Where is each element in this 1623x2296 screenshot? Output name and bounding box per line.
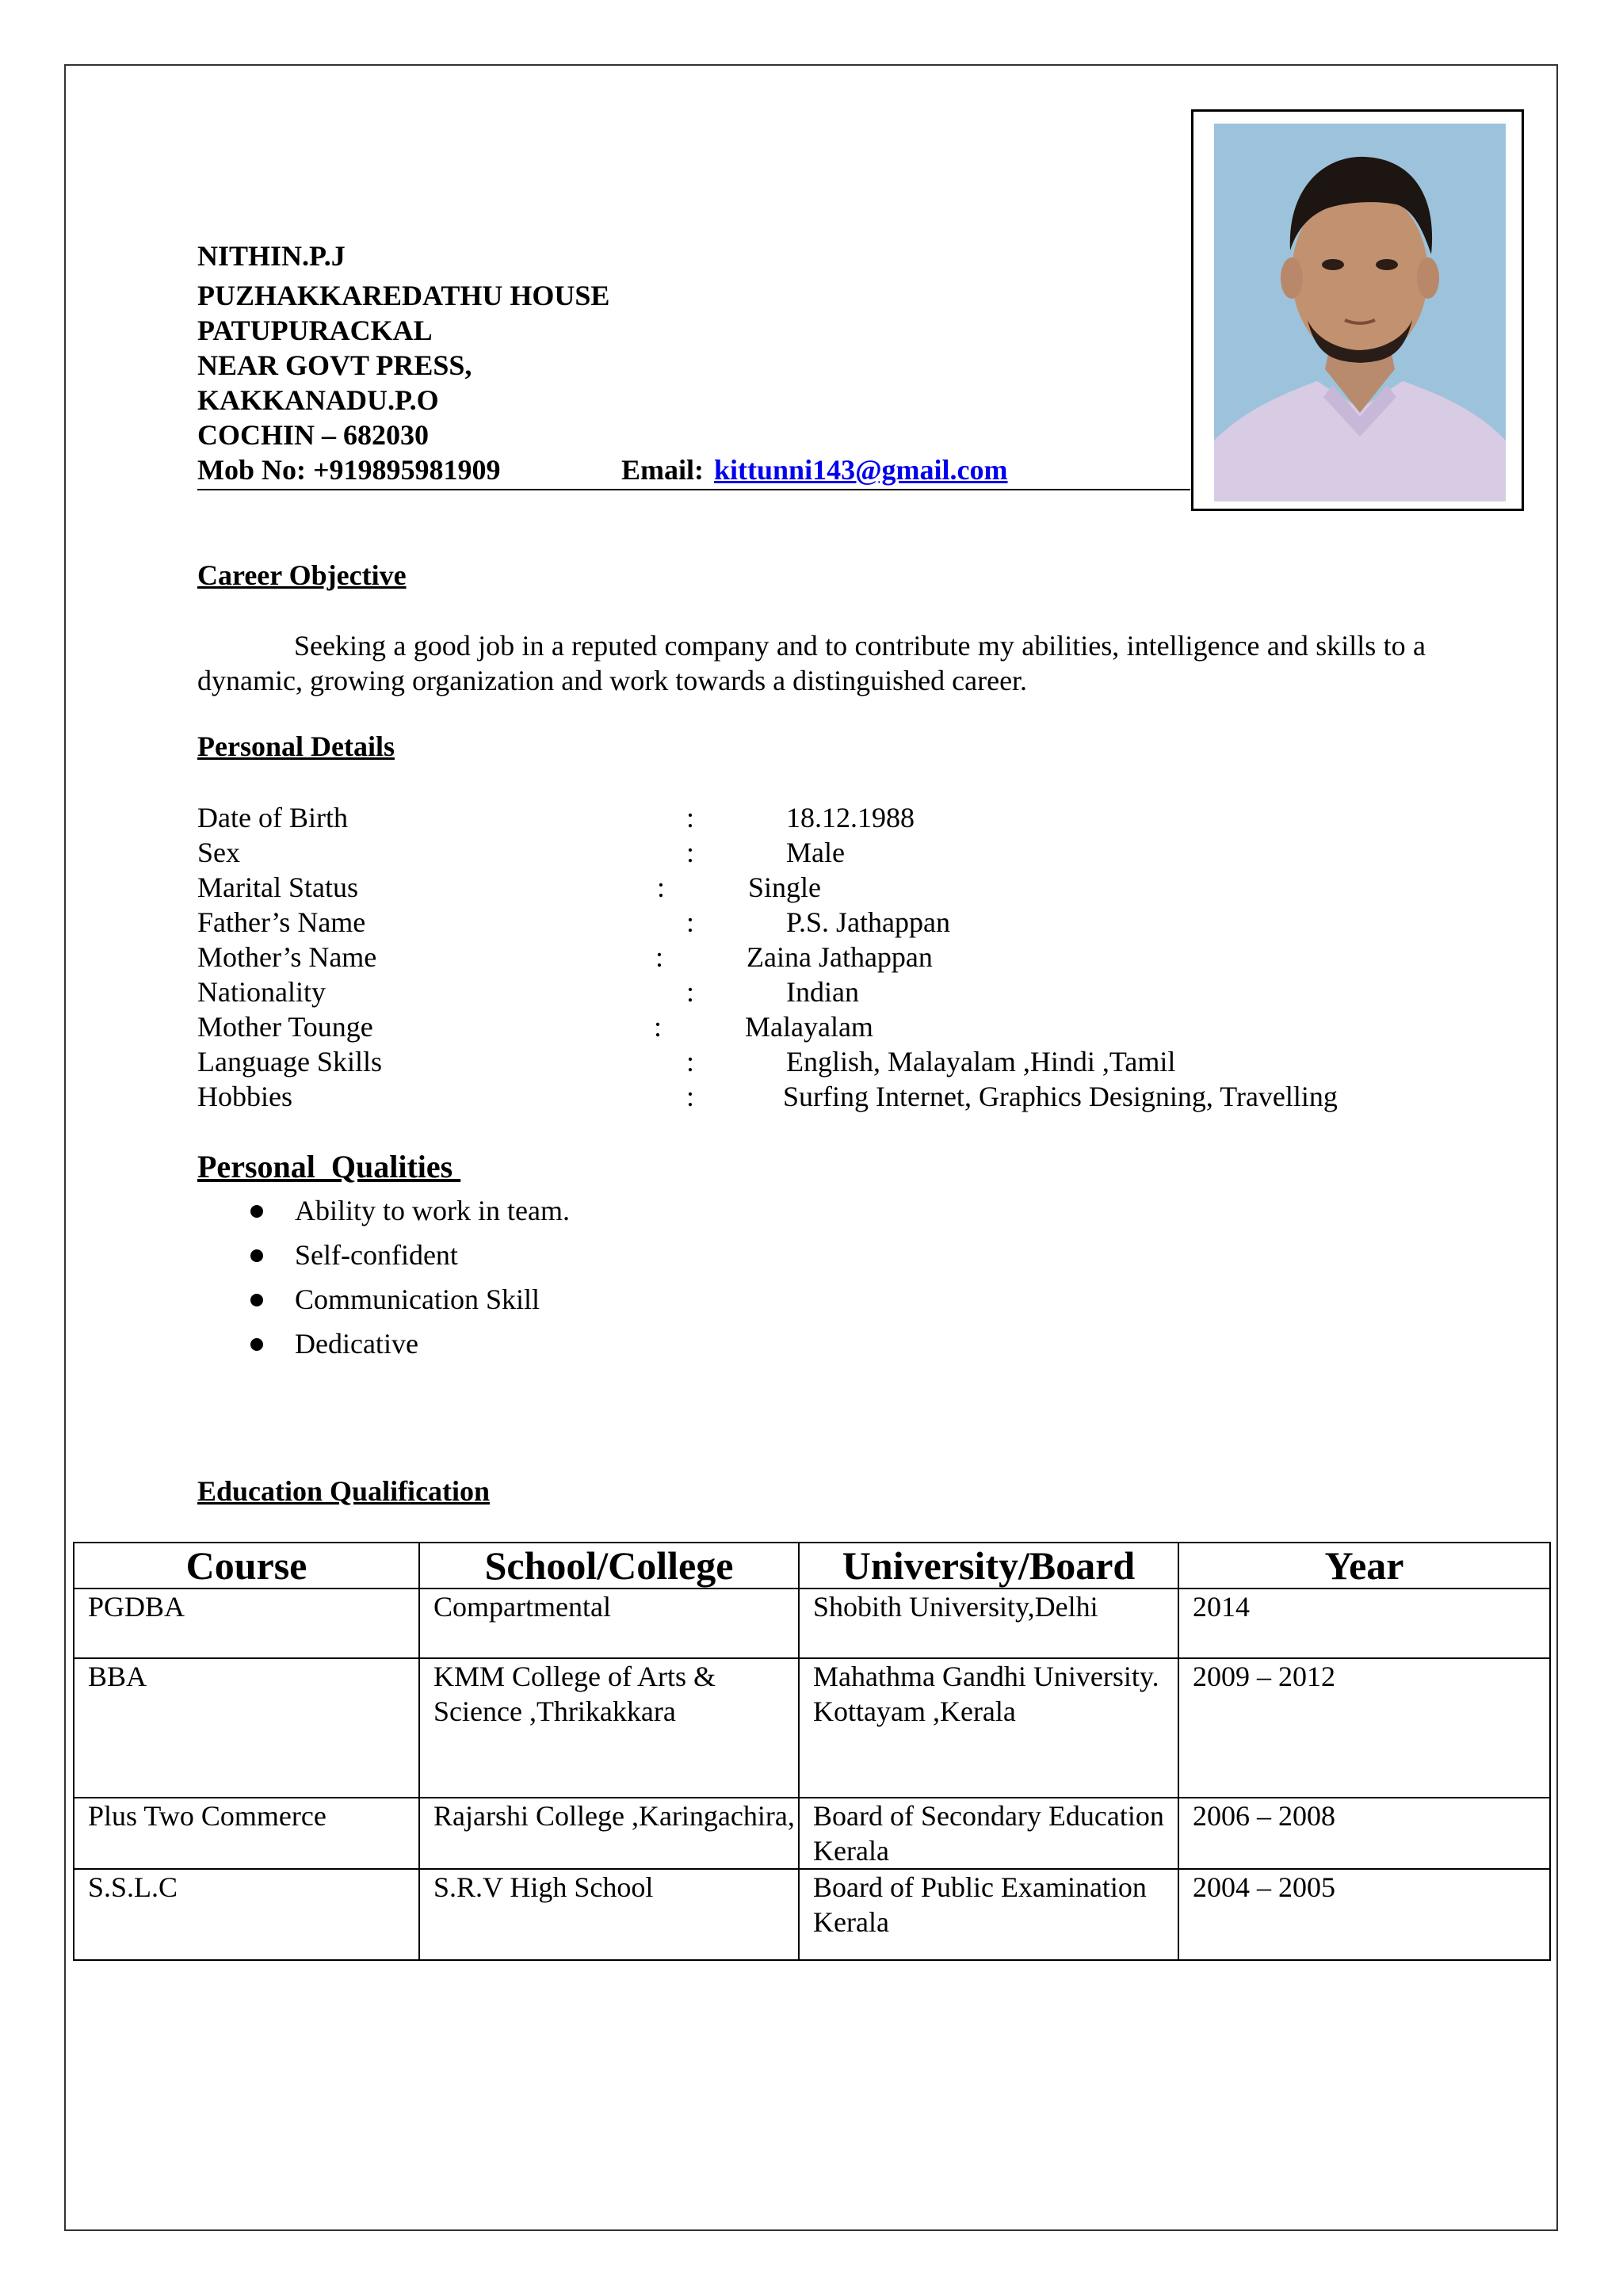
- pd-label: Language Skills: [197, 1046, 382, 1077]
- address-line: KAKKANADU.P.O: [197, 384, 439, 416]
- table-cell: Plus Two Commerce: [74, 1798, 419, 1869]
- table-cell: Shobith University,Delhi: [799, 1589, 1178, 1658]
- pd-label: Sex: [197, 837, 240, 868]
- email-link[interactable]: kittunni143@gmail.com: [714, 454, 1008, 486]
- pd-label: Marital Status: [197, 871, 358, 903]
- table-cell: Board of Secondary Education Kerala: [799, 1798, 1178, 1869]
- pd-colon: :: [686, 906, 695, 938]
- column-header: School/College: [419, 1543, 799, 1589]
- profile-photo: [1214, 124, 1506, 502]
- career-objective-body: Seeking a good job in a reputed company and to contribute my abilities, intelligence and skills to a dynamic, growing organization and work towards a distinguished career.: [197, 630, 1426, 696]
- table-cell: 2009 – 2012: [1178, 1658, 1550, 1798]
- education-table: [73, 1542, 1551, 1961]
- career-objective-heading: Career Objective: [197, 559, 407, 591]
- table-cell: 2006 – 2008: [1178, 1798, 1550, 1869]
- pd-value: Single: [748, 871, 822, 903]
- column-header: University/Board: [799, 1543, 1178, 1589]
- pd-value: English, Malayalam ,Hindi ,Tamil: [786, 1046, 1176, 1077]
- table-row: [74, 1869, 1550, 1960]
- address-line: PUZHAKKAREDATHU HOUSE: [197, 280, 610, 311]
- bullet-icon: [250, 1249, 263, 1262]
- quality-item: Dedicative: [295, 1328, 418, 1360]
- pd-colon: :: [655, 941, 664, 973]
- pd-label: Father’s Name: [197, 906, 366, 938]
- bullet-icon: [250, 1205, 263, 1218]
- table-header-row: [74, 1543, 1550, 1589]
- table-cell: Board of Public Examination Kerala: [799, 1869, 1178, 1960]
- pd-label: Nationality: [197, 976, 326, 1008]
- pd-label: Mother’s Name: [197, 941, 377, 973]
- table-cell: Mahathma Gandhi University. Kottayam ,Kerala: [799, 1658, 1178, 1798]
- table-cell: S.R.V High School: [419, 1869, 799, 1960]
- mobile-number: Mob No: +919895981909: [197, 454, 501, 486]
- table-row: [74, 1589, 1550, 1658]
- column-header: Course: [74, 1543, 419, 1589]
- pd-value: Malayalam: [745, 1011, 873, 1043]
- address-line: COCHIN – 682030: [197, 419, 430, 451]
- pd-colon: :: [657, 871, 666, 903]
- pd-label: Date of Birth: [197, 802, 348, 833]
- pd-colon: :: [686, 1046, 695, 1077]
- pd-colon: :: [686, 1081, 695, 1112]
- quality-item: Ability to work in team.: [295, 1195, 570, 1226]
- pd-value: Surfing Internet, Graphics Designing, Travelling: [783, 1081, 1338, 1112]
- pd-colon: :: [686, 802, 695, 833]
- column-header: Year: [1178, 1543, 1550, 1589]
- pd-label: Mother Tounge: [197, 1011, 373, 1043]
- personal-qualities-heading: Personal Qualities: [197, 1149, 461, 1184]
- pd-value: Zaina Jathappan: [747, 941, 933, 973]
- email-label: Email:: [621, 454, 704, 486]
- applicant-name: NITHIN.P.J: [197, 240, 346, 272]
- address-line: NEAR GOVT PRESS,: [197, 349, 472, 381]
- pd-colon: :: [654, 1011, 663, 1043]
- table-cell: KMM College of Arts & Science ,Thrikakkara: [419, 1658, 799, 1798]
- table-cell: Rajarshi College ,Karingachira,: [419, 1798, 799, 1869]
- email-wrapper: [714, 452, 1008, 487]
- table-cell: Compartmental: [419, 1589, 799, 1658]
- table-row: [74, 1798, 1550, 1869]
- table-cell: PGDBA: [74, 1589, 419, 1658]
- career-objective-text: [197, 628, 1426, 698]
- bullet-icon: [250, 1338, 263, 1351]
- pd-value: 18.12.1988: [786, 802, 915, 833]
- pd-colon: :: [686, 976, 695, 1008]
- table-cell: 2004 – 2005: [1178, 1869, 1550, 1960]
- pd-value: Male: [786, 837, 845, 868]
- pd-label: Hobbies: [197, 1081, 292, 1112]
- portrait-image: [1214, 124, 1506, 502]
- pd-colon: :: [686, 837, 695, 868]
- table-cell: BBA: [74, 1658, 419, 1798]
- photo-frame: [1191, 109, 1524, 511]
- header-rule: [197, 489, 1190, 490]
- education-heading: Education Qualification: [197, 1475, 491, 1507]
- pd-value: Indian: [786, 976, 859, 1008]
- pd-value: P.S. Jathappan: [786, 906, 950, 938]
- table-cell: 2014: [1178, 1589, 1550, 1658]
- address-line: PATUPURACKAL: [197, 315, 433, 346]
- table-cell: S.S.L.C: [74, 1869, 419, 1960]
- table-row: [74, 1658, 1550, 1798]
- bullet-icon: [250, 1294, 263, 1306]
- quality-item: Communication Skill: [295, 1283, 540, 1315]
- quality-item: Self-confident: [295, 1239, 458, 1271]
- personal-details-heading: Personal Details: [197, 730, 395, 762]
